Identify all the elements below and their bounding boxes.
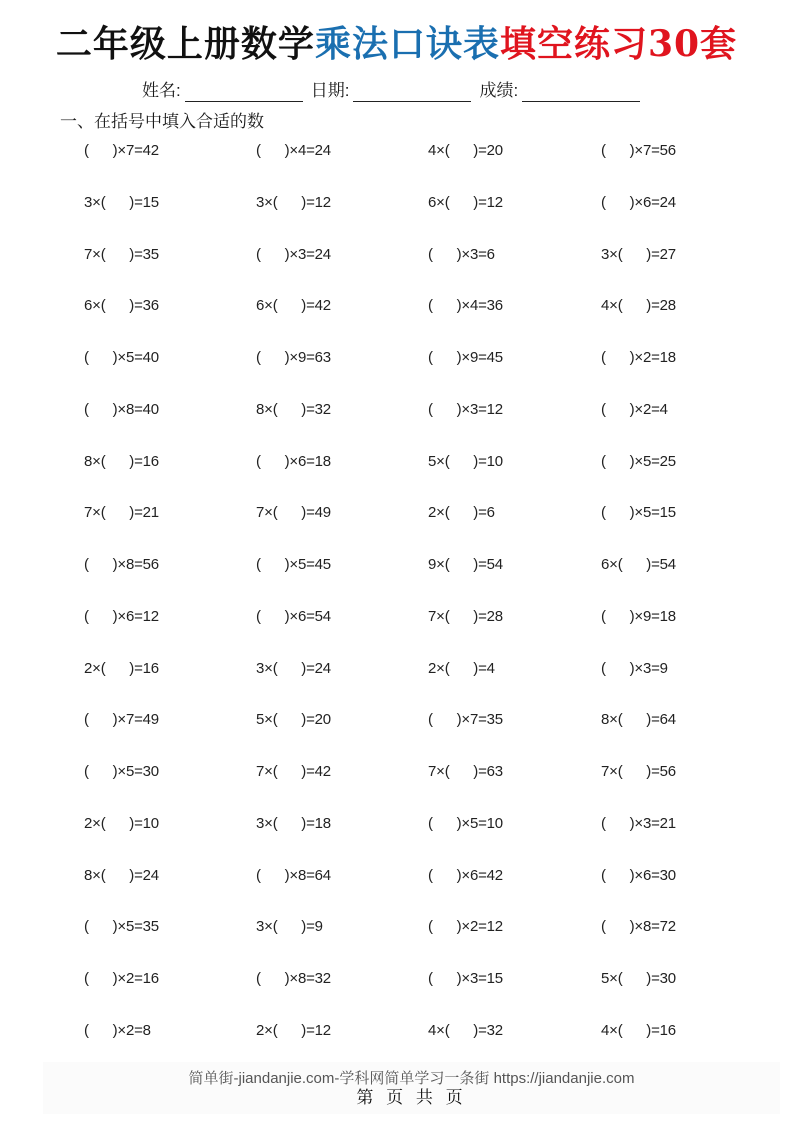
question-item[interactable]: ( )×2=4 [601, 401, 668, 418]
question-item[interactable]: 6×( )=12 [428, 194, 503, 211]
page-number: 第 页 共 页 [356, 1088, 467, 1107]
watermark-text: 简单街-jiandanjie.com-学科网简单学习一条街 https://jiandanjie.com [188, 1070, 635, 1087]
question-item[interactable]: ( )×5=40 [84, 349, 159, 366]
question-item[interactable]: 3×( )=9 [256, 918, 323, 935]
question-item[interactable]: ( )×5=15 [601, 504, 676, 521]
question-item[interactable]: 2×( )=4 [428, 660, 495, 677]
date-label: 日期: [310, 81, 350, 100]
question-item[interactable]: 7×( )=56 [601, 763, 676, 780]
question-item[interactable]: 4×( )=16 [601, 1022, 676, 1039]
question-item[interactable]: ( )×2=8 [84, 1022, 151, 1039]
question-item[interactable]: ( )×6=18 [256, 453, 331, 470]
date-field[interactable] [353, 83, 471, 102]
question-item[interactable]: ( )×6=54 [256, 608, 331, 625]
question-item[interactable]: ( )×6=42 [428, 867, 503, 884]
question-item[interactable]: ( )×9=63 [256, 349, 331, 366]
question-item[interactable]: ( )×4=24 [256, 142, 331, 159]
name-label: 姓名: [142, 81, 181, 100]
question-item[interactable]: 2×( )=12 [256, 1022, 331, 1039]
question-item[interactable]: ( )×5=35 [84, 918, 159, 935]
question-item[interactable]: 3×( )=18 [256, 815, 331, 832]
title-exercise: 填空练习30套 [499, 23, 738, 65]
question-item[interactable]: 4×( )=28 [601, 297, 676, 314]
question-item[interactable]: 3×( )=24 [256, 660, 331, 677]
score-field[interactable] [522, 83, 640, 102]
question-item[interactable]: ( )×3=9 [601, 660, 668, 677]
question-item[interactable]: ( )×7=56 [601, 142, 676, 159]
question-item[interactable]: 7×( )=21 [84, 504, 159, 521]
question-item[interactable]: ( )×3=15 [428, 970, 503, 987]
question-item[interactable]: 5×( )=30 [601, 970, 676, 987]
page-footer [43, 1062, 780, 1114]
question-item[interactable]: ( )×3=6 [428, 246, 495, 263]
question-item[interactable]: 7×( )=42 [256, 763, 331, 780]
question-item[interactable]: 8×( )=64 [601, 711, 676, 728]
question-item[interactable]: 7×( )=63 [428, 763, 503, 780]
question-item[interactable]: ( )×7=35 [428, 711, 503, 728]
question-item[interactable]: ( )×2=18 [601, 349, 676, 366]
question-item[interactable]: 3×( )=15 [84, 194, 159, 211]
section-heading: 一、在括号中填入合适的数 [60, 112, 264, 131]
question-item[interactable]: 8×( )=16 [84, 453, 159, 470]
worksheet-title [0, 18, 793, 70]
student-info-row [142, 80, 648, 102]
question-item[interactable]: ( )×2=16 [84, 970, 159, 987]
question-item[interactable]: 7×( )=28 [428, 608, 503, 625]
question-item[interactable]: ( )×3=21 [601, 815, 676, 832]
question-item[interactable]: 2×( )=10 [84, 815, 159, 832]
question-item[interactable]: ( )×3=12 [428, 401, 503, 418]
question-item[interactable]: 5×( )=10 [428, 453, 503, 470]
question-item[interactable]: ( )×5=45 [256, 556, 331, 573]
question-item[interactable]: 7×( )=35 [84, 246, 159, 263]
question-item[interactable]: ( )×2=12 [428, 918, 503, 935]
question-item[interactable]: ( )×9=18 [601, 608, 676, 625]
question-item[interactable]: ( )×5=30 [84, 763, 159, 780]
question-item[interactable]: 6×( )=36 [84, 297, 159, 314]
title-grade: 二年级上册数学 [55, 23, 315, 65]
question-item[interactable]: ( )×9=45 [428, 349, 503, 366]
title-topic: 乘法口诀表 [314, 23, 500, 65]
name-field[interactable] [185, 83, 303, 102]
question-item[interactable]: ( )×4=36 [428, 297, 503, 314]
question-item[interactable]: 5×( )=20 [256, 711, 331, 728]
question-item[interactable]: ( )×7=42 [84, 142, 159, 159]
question-item[interactable]: ( )×5=10 [428, 815, 503, 832]
question-item[interactable]: 6×( )=54 [601, 556, 676, 573]
question-item[interactable]: 4×( )=20 [428, 142, 503, 159]
question-item[interactable]: 3×( )=12 [256, 194, 331, 211]
question-item[interactable]: ( )×8=40 [84, 401, 159, 418]
question-item[interactable]: 8×( )=32 [256, 401, 331, 418]
question-item[interactable]: 4×( )=32 [428, 1022, 503, 1039]
question-item[interactable]: ( )×7=49 [84, 711, 159, 728]
question-item[interactable]: 2×( )=16 [84, 660, 159, 677]
question-item[interactable]: ( )×6=12 [84, 608, 159, 625]
score-label: 成绩: [479, 81, 519, 100]
question-item[interactable]: 9×( )=54 [428, 556, 503, 573]
question-item[interactable]: ( )×8=72 [601, 918, 676, 935]
question-item[interactable]: ( )×8=64 [256, 867, 331, 884]
question-item[interactable]: 3×( )=27 [601, 246, 676, 263]
question-item[interactable]: ( )×6=30 [601, 867, 676, 884]
question-item[interactable]: 7×( )=49 [256, 504, 331, 521]
question-item[interactable]: ( )×8=56 [84, 556, 159, 573]
question-item[interactable]: 6×( )=42 [256, 297, 331, 314]
question-item[interactable]: ( )×8=32 [256, 970, 331, 987]
question-item[interactable]: ( )×5=25 [601, 453, 676, 470]
question-item[interactable]: ( )×6=24 [601, 194, 676, 211]
question-item[interactable]: ( )×3=24 [256, 246, 331, 263]
question-item[interactable]: 8×( )=24 [84, 867, 159, 884]
question-item[interactable]: 2×( )=6 [428, 504, 495, 521]
